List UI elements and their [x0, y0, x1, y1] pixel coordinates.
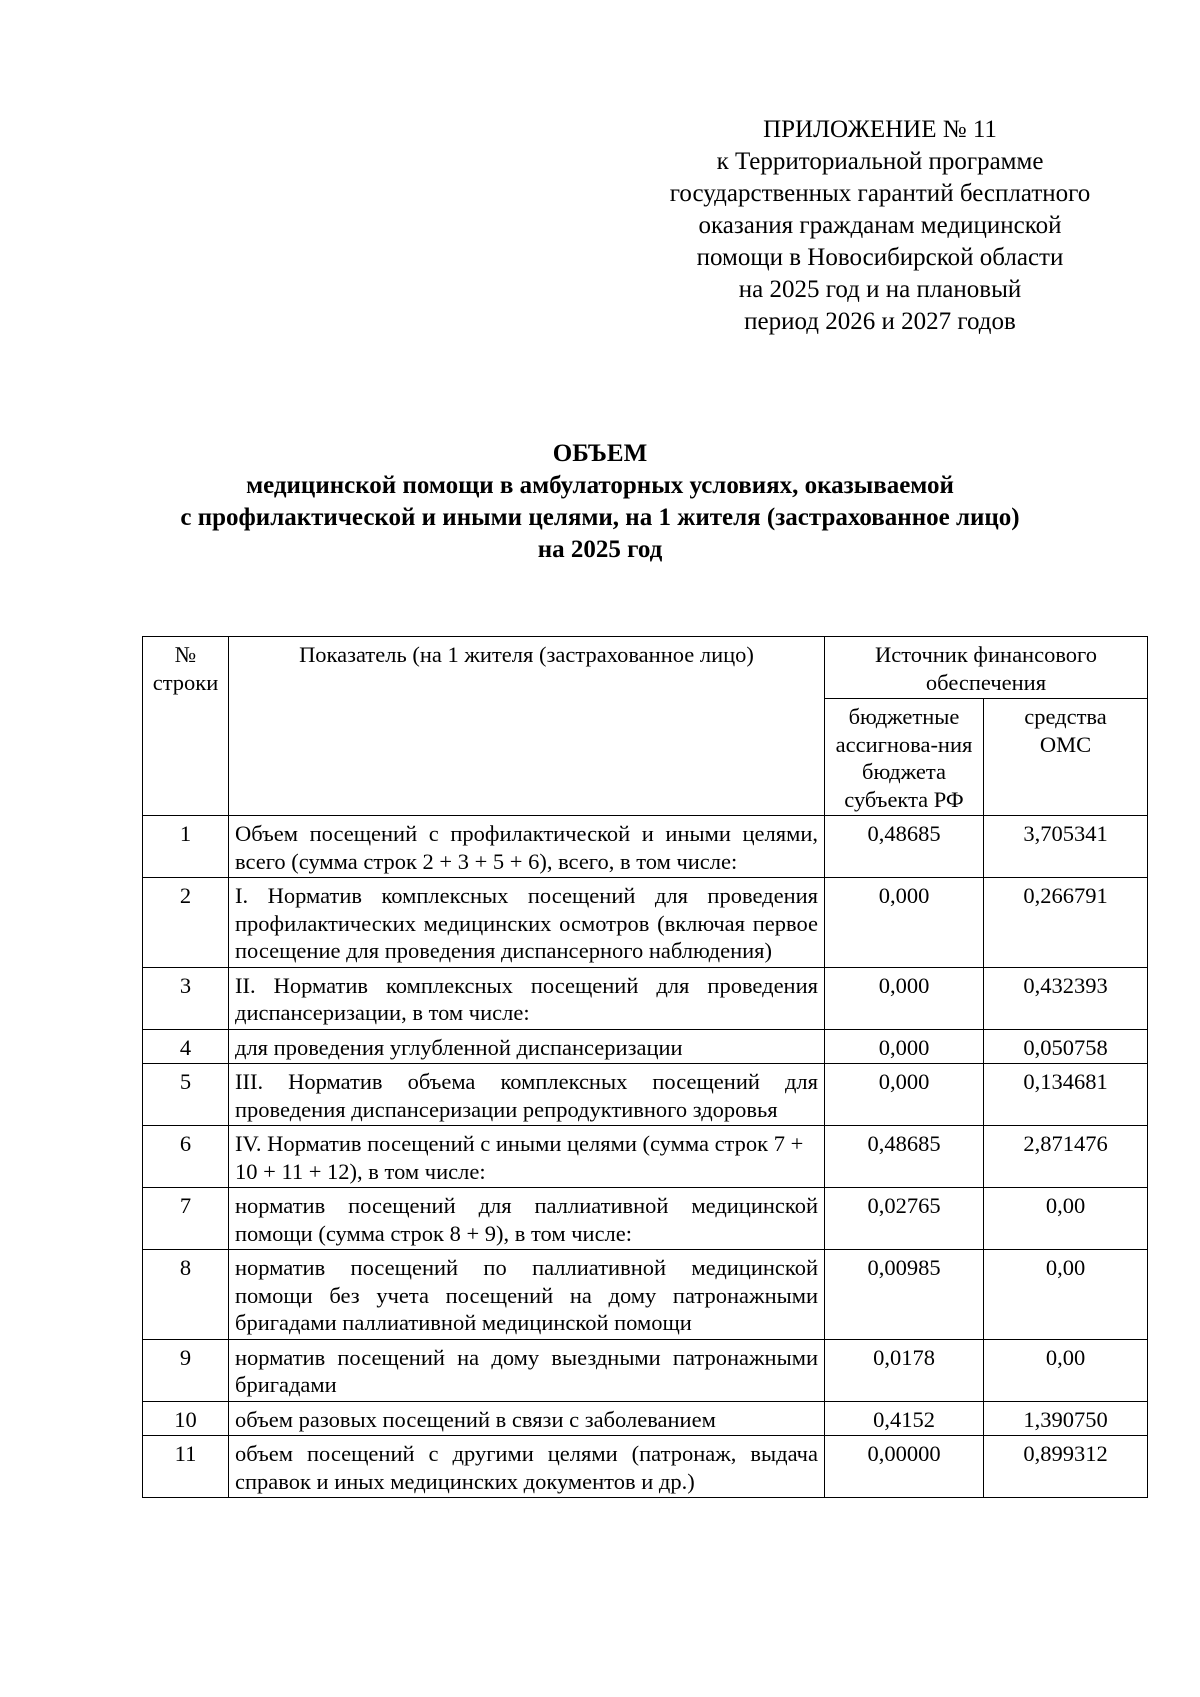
table-row [143, 1339, 1148, 1401]
row-budget-value: 0,48685 [825, 1126, 984, 1188]
row-number: 2 [143, 878, 229, 968]
appendix-line: помощи в Новосибирской области [696, 244, 1064, 271]
row-indicator: объем посещений с другими целями (патронаж, выдача справок и иных медицинских документов и др.) [229, 1436, 825, 1498]
row-number: 1 [143, 816, 229, 878]
row-number: 5 [143, 1064, 229, 1126]
appendix-line: ПРИЛОЖЕНИЕ № 11 [763, 116, 997, 143]
row-budget-value: 0,000 [825, 1064, 984, 1126]
title-line: ОБЪЕМ [552, 440, 648, 467]
table-row [143, 1126, 1148, 1188]
row-oms-value: 2,871476 [984, 1126, 1148, 1188]
table-row [143, 967, 1148, 1029]
row-oms-value: 0,266791 [984, 878, 1148, 968]
row-oms-value: 0,899312 [984, 1436, 1148, 1498]
row-oms-value: 0,00 [984, 1339, 1148, 1401]
appendix-line: государственных гарантий бесплатного [669, 180, 1091, 207]
row-budget-value: 0,4152 [825, 1401, 984, 1436]
table-row [143, 816, 1148, 878]
table-row [143, 1029, 1148, 1064]
row-budget-value: 0,000 [825, 878, 984, 968]
row-oms-value: 0,134681 [984, 1064, 1148, 1126]
table-row [143, 1064, 1148, 1126]
row-indicator: II. Норматив комплексных посещений для проведения диспансеризации, в том числе: [229, 967, 825, 1029]
row-oms-value: 0,00 [984, 1188, 1148, 1250]
table-row [143, 1188, 1148, 1250]
table-header-row [143, 637, 1148, 699]
row-indicator: IV. Норматив посещений с иными целями (сумма строк 7 + 10 + 11 + 12), в том числе: [229, 1126, 825, 1188]
row-number: 11 [143, 1436, 229, 1498]
row-indicator: объем разовых посещений в связи с заболеванием [229, 1401, 825, 1436]
row-oms-value: 0,00 [984, 1250, 1148, 1340]
row-budget-value: 0,000 [825, 1029, 984, 1064]
header-indicator: Показатель (на 1 жителя (застрахованное лицо) [229, 637, 825, 816]
table-row [143, 1436, 1148, 1498]
row-indicator: норматив посещений по паллиативной медицинской помощи без учета посещений на дому патронажными бригадами паллиативной медицинской помощи [229, 1250, 825, 1340]
table-row [143, 1401, 1148, 1436]
title-line: с профилактической и иными целями, на 1 жителя (застрахованное лицо) [180, 504, 1020, 531]
appendix-line: к Территориальной программе [716, 148, 1044, 175]
header-row-number-line2: строки [152, 669, 219, 695]
row-oms-value: 1,390750 [984, 1401, 1148, 1436]
row-indicator: I. Норматив комплексных посещений для проведения профилактических медицинских осмотров (включая первое посещение для проведения диспансерного наблюдения) [229, 878, 825, 968]
row-budget-value: 0,00000 [825, 1436, 984, 1498]
table-row [143, 1250, 1148, 1340]
row-number: 10 [143, 1401, 229, 1436]
row-number: 9 [143, 1339, 229, 1401]
row-oms-value: 0,050758 [984, 1029, 1148, 1064]
row-budget-value: 0,0178 [825, 1339, 984, 1401]
title-line: медицинской помощи в амбулаторных условиях, оказываемой [246, 472, 954, 499]
row-budget-value: 0,00985 [825, 1250, 984, 1340]
row-number: 7 [143, 1188, 229, 1250]
row-indicator: норматив посещений для паллиативной медицинской помощи (сумма строк 8 + 9), в том числе: [229, 1188, 825, 1250]
row-number: 8 [143, 1250, 229, 1340]
row-indicator: Объем посещений с профилактической и иными целями, всего (сумма строк 2 + 3 + 5 + 6), всего, в том числе: [229, 816, 825, 878]
title-line: на 2025 год [537, 536, 663, 563]
header-funding-source: Источник финансового обеспечения [825, 637, 1148, 699]
row-budget-value: 0,000 [825, 967, 984, 1029]
row-indicator: норматив посещений на дому выездными патронажными бригадами [229, 1339, 825, 1401]
row-budget-value: 0,48685 [825, 816, 984, 878]
header-budget: бюджетные ассигнова-ния бюджета субъекта РФ [825, 699, 984, 816]
header-oms: средства ОМС [984, 699, 1148, 816]
row-oms-value: 0,432393 [984, 967, 1148, 1029]
row-budget-value: 0,02765 [825, 1188, 984, 1250]
header-row-number-line1: № [174, 642, 197, 667]
appendix-header [640, 114, 1120, 338]
volume-table [142, 636, 1148, 1498]
row-indicator: III. Норматив объема комплексных посещений для проведения диспансеризации репродуктивного здоровья [229, 1064, 825, 1126]
row-number: 4 [143, 1029, 229, 1064]
appendix-line: период 2026 и 2027 годов [744, 308, 1016, 335]
row-number: 3 [143, 967, 229, 1029]
appendix-line: на 2025 год и на плановый [738, 276, 1022, 303]
header-row-number [143, 637, 229, 816]
row-number: 6 [143, 1126, 229, 1188]
table-row [143, 878, 1148, 968]
appendix-line: оказания гражданам медицинской [698, 212, 1062, 239]
row-indicator: для проведения углубленной диспансеризации [229, 1029, 825, 1064]
document-title [100, 438, 1100, 566]
row-oms-value: 3,705341 [984, 816, 1148, 878]
